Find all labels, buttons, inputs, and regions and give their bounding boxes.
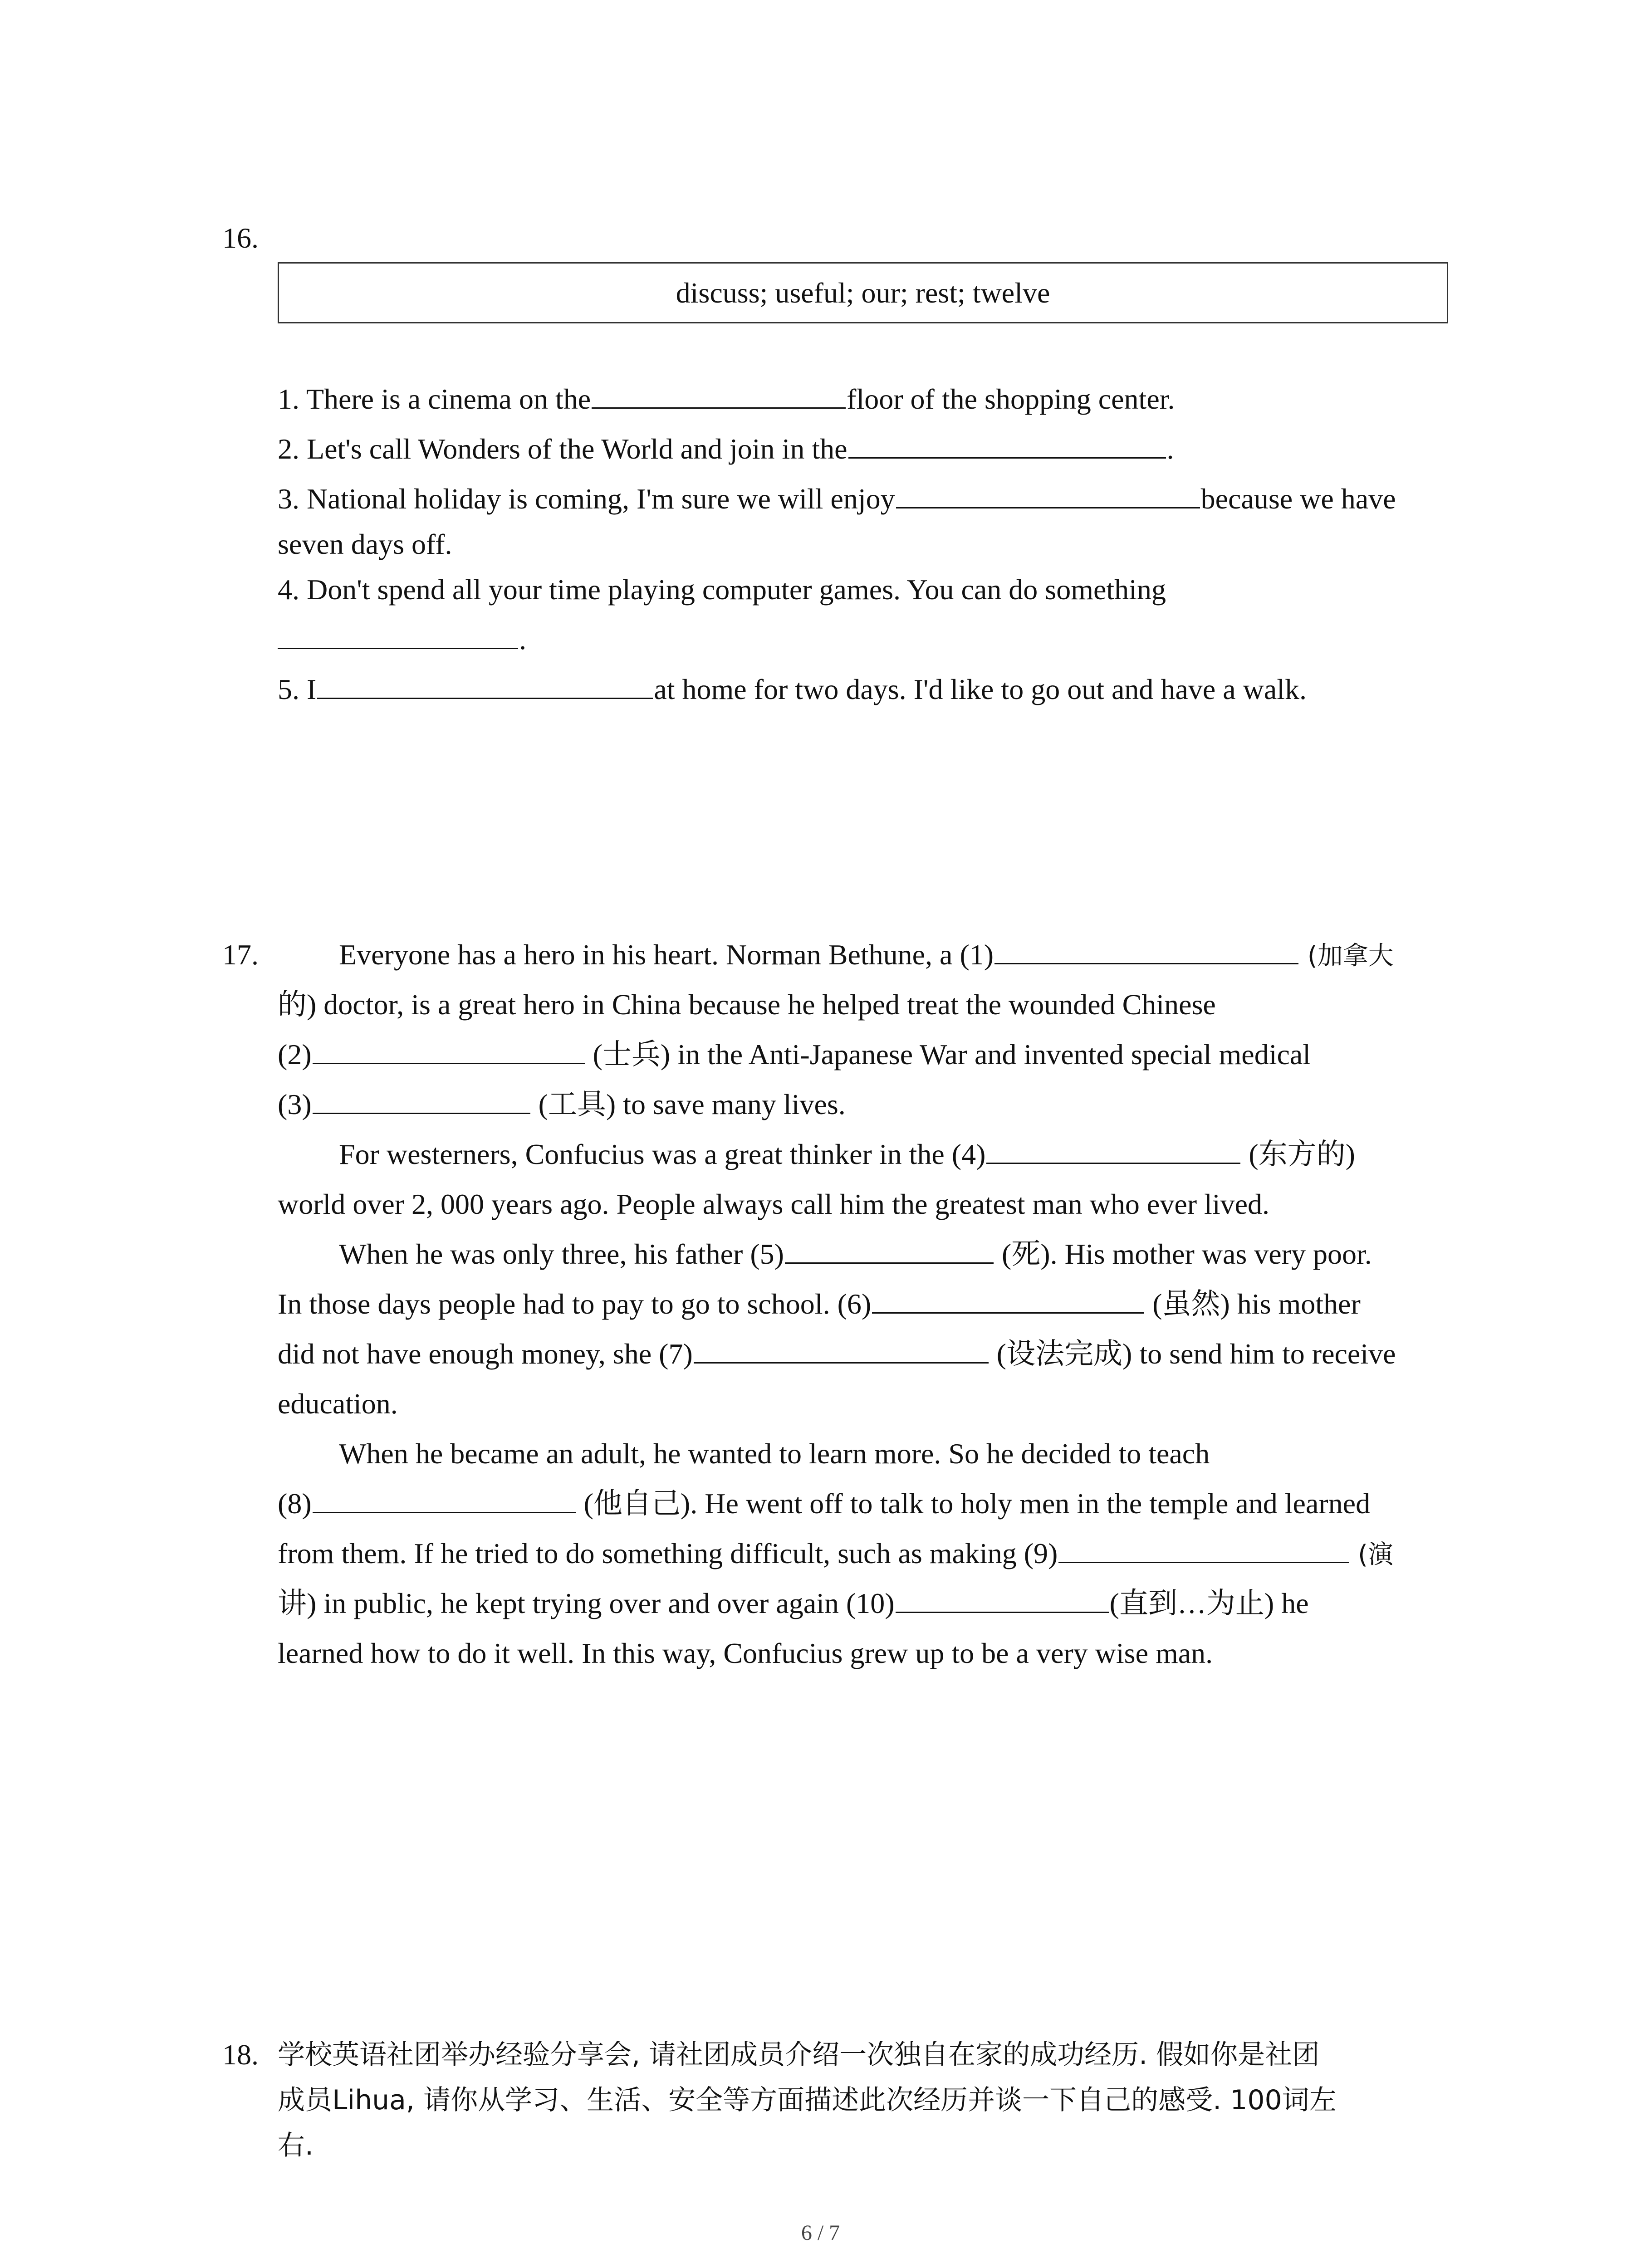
q17-hint: (加拿大: [1299, 941, 1394, 971]
q18-line: 成员Lihua, 请你从学习、生活、安全等方面描述此次经历并谈一下自己的感受. 100词左: [278, 2084, 1337, 2116]
q17-hint: (直到…为止) he: [1109, 1587, 1309, 1619]
q16-item-3-continued: seven days off.: [278, 528, 452, 560]
q16-item-4: 4. Don't spend all your time playing computer games. You can do something: [278, 573, 1166, 606]
q16-item-3-tail: because we have: [1200, 483, 1396, 515]
q17-line: [278, 1080, 1457, 1129]
answer-blank[interactable]: [592, 379, 846, 409]
answer-blank-3[interactable]: [313, 1085, 530, 1114]
page-number: 6 / 7: [801, 2221, 840, 2245]
q17-hint: (士兵) in the Anti-Japanese War and invented special medical: [585, 1038, 1311, 1070]
q17-line: [278, 1030, 1457, 1080]
answer-blank[interactable]: [848, 429, 1166, 459]
q17-hint: (虽然) his mother: [1145, 1288, 1361, 1320]
word-bank-box: discuss; useful; our; rest; twelve: [278, 262, 1448, 323]
q17-text: (8): [278, 1487, 312, 1520]
q17-text: from them. If he tried to do something difficult, such as making (9): [278, 1537, 1058, 1569]
answer-blank-2[interactable]: [313, 1035, 585, 1064]
q17-line: [278, 930, 1457, 980]
answer-blank[interactable]: [896, 479, 1200, 508]
answer-blank-10[interactable]: [896, 1584, 1109, 1613]
q16-item-1-tail: floor of the shopping center.: [847, 383, 1175, 415]
question-16-number: 16.: [222, 222, 259, 254]
q16-item-5: [278, 667, 1466, 712]
q16-item-4-tail: .: [519, 623, 526, 655]
q18-line: 右.: [278, 2130, 314, 2161]
q17-text: 的) doctor, is a great hero in China because he helped treat the wounded Chinese: [278, 988, 1216, 1021]
q17-text: world over 2, 000 years ago. People always call him the greatest man who ever lived.: [278, 1188, 1269, 1220]
q17-line: [278, 1379, 1457, 1429]
q17-line: [278, 1129, 1457, 1179]
q16-item-2-text: 2. Let's call Wonders of the World and join in the: [278, 433, 847, 465]
q17-text: (3): [278, 1088, 312, 1120]
answer-blank[interactable]: [317, 670, 653, 699]
q16-item-3-text: 3. National holiday is coming, I'm sure we will enjoy: [278, 483, 895, 515]
q17-line: [278, 1579, 1457, 1628]
q17-line: [278, 1429, 1457, 1479]
q17-text: did not have enough money, she (7): [278, 1338, 693, 1370]
q17-line: [278, 1179, 1457, 1229]
q17-line: [278, 1229, 1457, 1279]
q17-hint: (他自己). He went off to talk to holy men in the temple and learned: [576, 1487, 1371, 1520]
q16-item-5-text: 5. I: [278, 673, 317, 705]
answer-blank-8[interactable]: [313, 1484, 576, 1513]
answer-blank-6[interactable]: [872, 1284, 1144, 1314]
q17-line: [278, 1529, 1457, 1579]
answer-blank-9[interactable]: [1058, 1534, 1349, 1563]
q17-text: 讲) in public, he kept trying over and over again (10): [278, 1587, 895, 1619]
q17-hint: (东方的): [1241, 1138, 1355, 1170]
q17-text: learned how to do it well. In this way, Confucius grew up to be a very wise man.: [278, 1637, 1213, 1669]
q17-text: Everyone has a hero in his heart. Norman Bethune, a (1): [339, 938, 994, 971]
q17-line: [278, 1279, 1457, 1329]
q17-text: When he became an adult, he wanted to learn more. So he decided to teach: [339, 1437, 1210, 1470]
q17-text: education.: [278, 1388, 398, 1420]
q16-item-1: [278, 376, 1466, 422]
q17-passage: [278, 930, 1457, 1678]
q17-hint: (设法完成) to send him to receive: [989, 1338, 1396, 1370]
question-18-number: 18.: [222, 2038, 259, 2071]
q17-text: For westerners, Confucius was a great thinker in the (4): [339, 1138, 986, 1170]
q16-item-3: [278, 476, 1466, 522]
q18-line: 学校英语社团举办经验分享会, 请社团成员介绍一次独自在家的成功经历. 假如你是社团: [278, 2039, 1320, 2071]
q16-item-4-answer-line: [278, 617, 1466, 662]
q16-item-1-text: 1. There is a cinema on the: [278, 383, 591, 415]
q17-text: In those days people had to pay to go to school. (6): [278, 1288, 872, 1320]
answer-blank-4[interactable]: [986, 1134, 1240, 1164]
question-17-number: 17.: [222, 938, 259, 971]
q17-hint: (演: [1350, 1540, 1393, 1569]
answer-blank-1[interactable]: [994, 935, 1298, 964]
q16-item-2-tail: .: [1166, 433, 1174, 465]
q17-line: [278, 1628, 1457, 1678]
q17-line: [278, 980, 1457, 1030]
q17-text: When he was only three, his father (5): [339, 1238, 784, 1270]
answer-blank-7[interactable]: [694, 1334, 989, 1364]
q17-line: [278, 1479, 1457, 1529]
q17-hint: (工具) to save many lives.: [531, 1088, 846, 1120]
q18-prompt: [278, 2032, 1457, 2168]
q17-line: [278, 1329, 1457, 1379]
q16-item-2: [278, 426, 1466, 472]
answer-blank[interactable]: [278, 620, 518, 649]
answer-blank-5[interactable]: [785, 1234, 994, 1264]
q17-text: (2): [278, 1038, 312, 1070]
q17-hint: (死). His mother was very poor.: [994, 1238, 1372, 1270]
q16-item-5-tail: at home for two days. I'd like to go out and have a walk.: [654, 673, 1307, 705]
